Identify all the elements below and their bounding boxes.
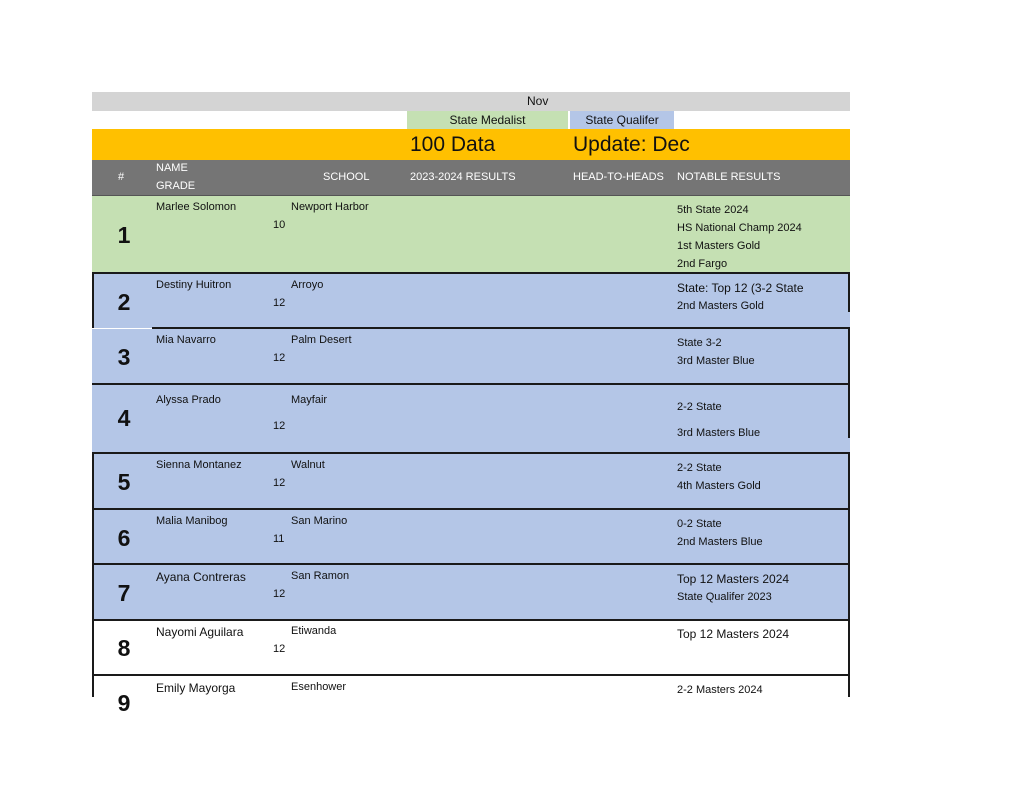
note-line: 2-2 Masters 2024 xyxy=(677,684,763,696)
row-divider xyxy=(92,674,850,676)
row-divider xyxy=(92,619,850,621)
table-row xyxy=(92,454,850,508)
athlete-school: Newport Harbor xyxy=(291,201,369,213)
rankings-sheet xyxy=(92,92,850,716)
col-school: SCHOOL xyxy=(323,171,370,183)
notable-results xyxy=(677,459,761,495)
athlete-name: Marlee Solomon xyxy=(156,201,237,213)
row-divider xyxy=(92,195,850,196)
col-grade: GRADE xyxy=(156,180,196,192)
table-row xyxy=(92,329,850,383)
athlete-name: Sienna Montanez xyxy=(156,459,242,471)
athlete-grade: 12 xyxy=(273,477,286,489)
month-band xyxy=(92,92,850,111)
note-line: HS National Champ 2024 xyxy=(677,222,802,234)
title-right: Update: Dec xyxy=(573,133,690,156)
rank-number: 1 xyxy=(117,222,131,248)
row-divider xyxy=(92,383,850,385)
athlete-name: Ayana Contreras xyxy=(156,570,246,584)
notable-results xyxy=(677,515,763,551)
note-line: State: Top 12 (3-2 State xyxy=(677,281,804,295)
rank-number: 2 xyxy=(117,289,131,315)
note-line: Top 12 Masters 2024 xyxy=(677,572,790,586)
row-divider xyxy=(92,508,850,510)
athlete-name: Alyssa Prado xyxy=(156,394,221,406)
notable-results xyxy=(677,681,763,699)
rank-number: 9 xyxy=(117,690,131,716)
athlete-school: Esenhower xyxy=(291,681,347,693)
border-right xyxy=(848,329,850,438)
table-row xyxy=(92,510,850,564)
athlete-name: Malia Manibog xyxy=(156,515,228,527)
col-results: 2023-2024 RESULTS xyxy=(410,171,516,183)
athlete-name: Nayomi Aguilara xyxy=(156,625,244,639)
title-banner xyxy=(92,129,850,160)
rank-number: 8 xyxy=(117,635,131,661)
note-line: 2nd Fargo xyxy=(677,258,728,270)
athlete-school: Mayfair xyxy=(291,394,328,406)
athlete-school: San Ramon xyxy=(291,570,350,582)
note-line: 3rd Masters Blue xyxy=(677,427,761,439)
rank-number: 4 xyxy=(117,405,131,431)
notable-results xyxy=(677,279,804,315)
athlete-grade: 11 xyxy=(273,533,285,545)
table-row xyxy=(92,565,850,619)
title-left: 100 Data xyxy=(410,133,496,156)
col-name: NAME xyxy=(156,162,188,174)
athlete-grade: 12 xyxy=(273,297,286,309)
note-line: 2-2 State xyxy=(677,401,722,413)
note-line: 5th State 2024 xyxy=(677,204,749,216)
note-line: 0-2 State xyxy=(677,518,722,530)
table-row xyxy=(92,620,850,674)
notable-results xyxy=(677,201,802,273)
row-divider xyxy=(152,327,850,329)
athlete-name: Emily Mayorga xyxy=(156,681,236,695)
athlete-grade: 12 xyxy=(273,420,286,432)
border-left xyxy=(92,272,94,328)
col-notable-results: NOTABLE RESULTS xyxy=(677,171,781,183)
athlete-school: San Marino xyxy=(291,515,348,527)
legend-state-medalist: State Medalist xyxy=(407,111,568,129)
border-left xyxy=(92,452,94,697)
rank-number: 3 xyxy=(117,344,131,370)
table-row xyxy=(92,676,850,716)
rank-number: 7 xyxy=(117,580,131,606)
athlete-school: Palm Desert xyxy=(291,334,352,346)
athlete-school: Etiwanda xyxy=(291,625,337,637)
athlete-name: Destiny Huitron xyxy=(156,279,232,291)
note-line: State Qualifer 2023 xyxy=(677,591,772,603)
note-line: 2nd Masters Blue xyxy=(677,536,763,548)
notable-results xyxy=(677,334,755,370)
note-line: State 3-2 xyxy=(677,337,722,349)
athlete-school: Walnut xyxy=(291,459,325,471)
column-header-row xyxy=(92,160,850,195)
border-right xyxy=(848,452,850,697)
athlete-grade: 12 xyxy=(273,643,286,655)
note-line: 1st Masters Gold xyxy=(677,240,761,252)
note-line: 2-2 State xyxy=(677,462,722,474)
athlete-grade: 12 xyxy=(273,352,286,364)
note-line: 3rd Master Blue xyxy=(677,355,755,367)
table-row xyxy=(92,196,850,272)
col-head-to-heads: HEAD-TO-HEADS xyxy=(573,171,664,183)
athlete-school: Arroyo xyxy=(291,279,324,291)
notable-results xyxy=(677,625,789,643)
athlete-grade: 12 xyxy=(273,588,286,600)
notable-results xyxy=(677,394,760,446)
table-row xyxy=(92,274,850,328)
border-right xyxy=(848,272,850,312)
note-line: 4th Masters Gold xyxy=(677,480,761,492)
rank-number: 5 xyxy=(117,469,131,495)
legend-state-qualifier: State Qualifer xyxy=(570,111,674,129)
col-num: # xyxy=(118,171,125,183)
notable-results xyxy=(677,570,789,606)
rank-number: 6 xyxy=(117,525,131,551)
table-row xyxy=(92,385,850,452)
athlete-grade: 10 xyxy=(273,219,286,231)
row-divider xyxy=(92,272,850,274)
month-label: Nov xyxy=(527,94,549,108)
note-line: Top 12 Masters 2024 xyxy=(677,627,790,641)
row-divider xyxy=(92,563,850,565)
note-line: 2nd Masters Gold xyxy=(677,300,764,312)
athlete-name: Mia Navarro xyxy=(156,334,216,346)
row-divider xyxy=(92,452,850,454)
